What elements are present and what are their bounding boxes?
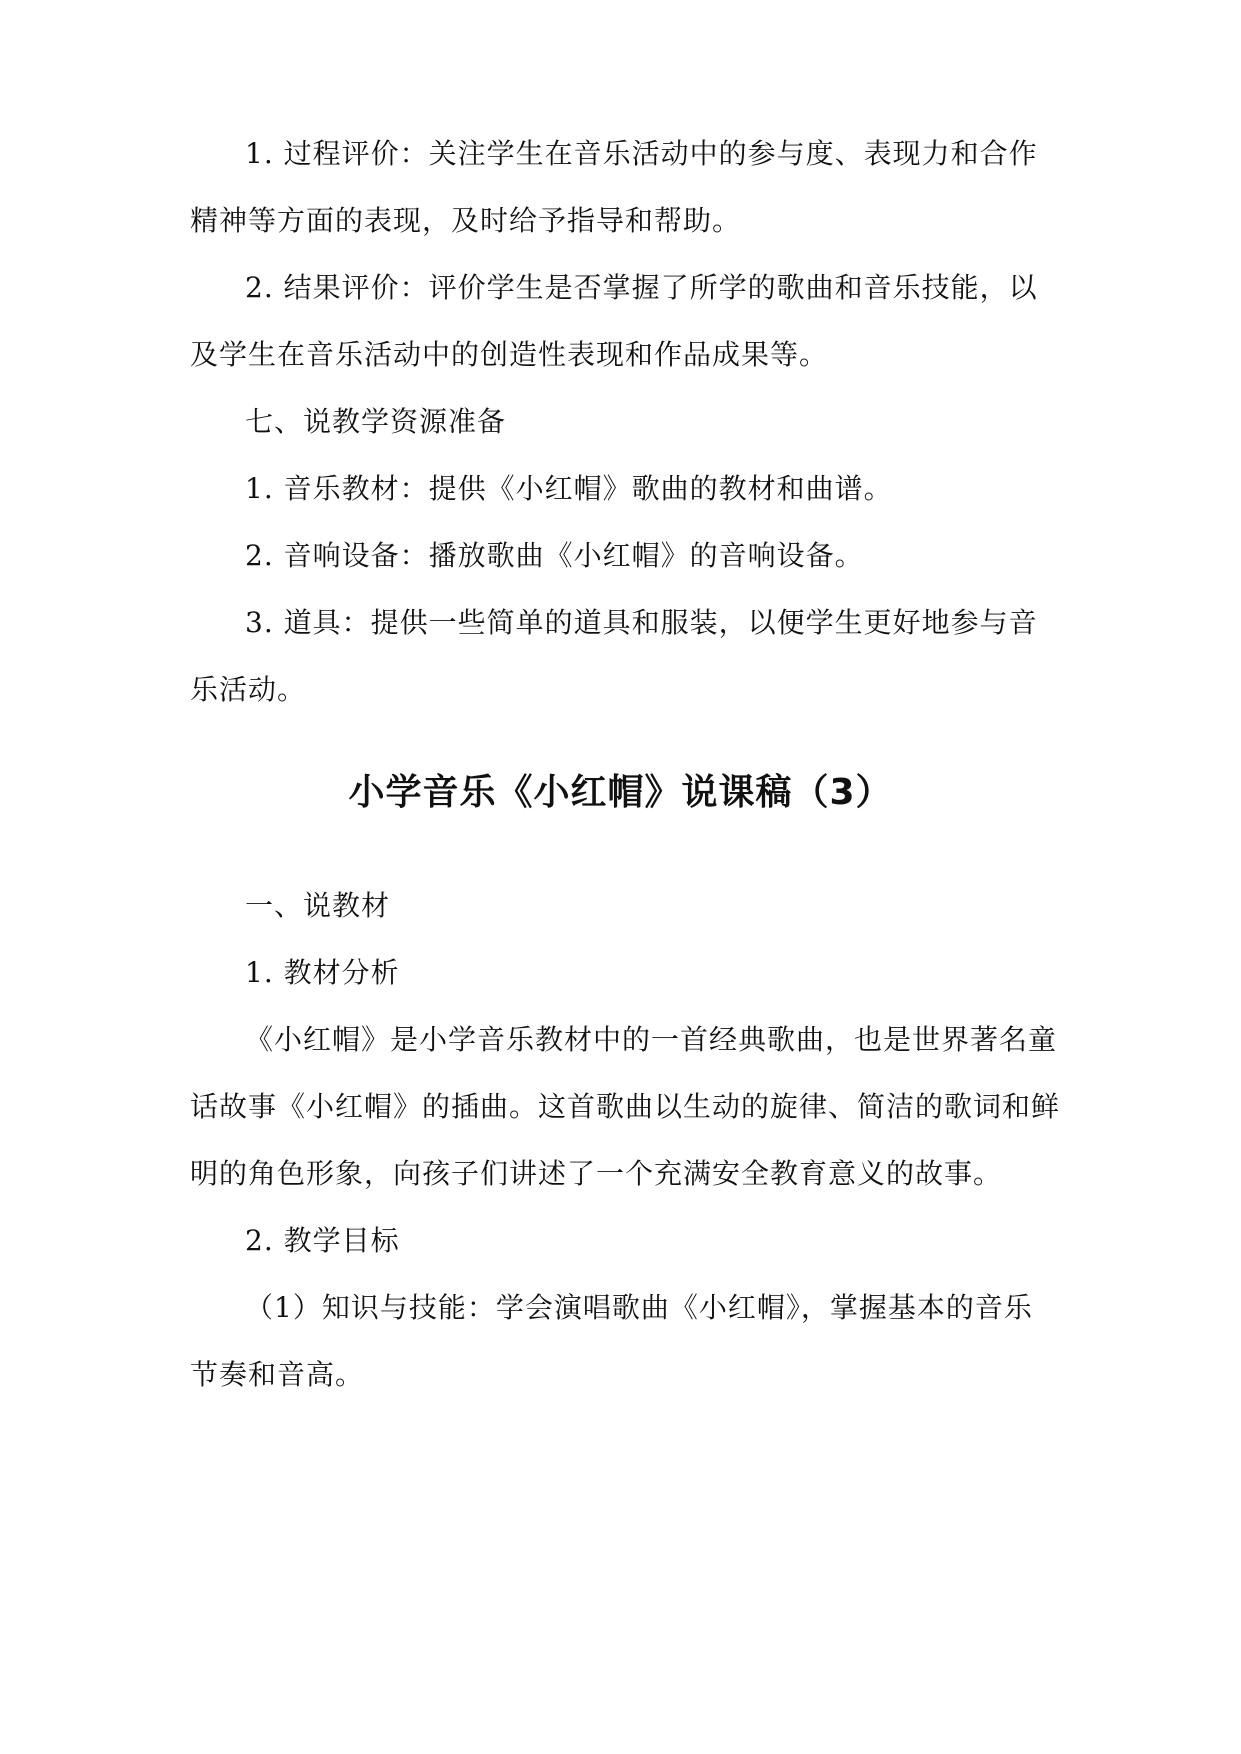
paragraph-line: （1）知识与技能：学会演唱歌曲《小红帽》，掌握基本的音乐	[245, 1291, 1033, 1324]
paragraph-line: 乐活动。	[190, 673, 307, 706]
paragraph-line: 精神等方面的表现，及时给予指导和帮助。	[190, 204, 742, 237]
paragraph-line: 话故事《小红帽》的插曲。这首歌曲以生动的旋律、简洁的歌词和鲜	[190, 1090, 1061, 1123]
paragraph-line: 1. 音乐教材：提供《小红帽》歌曲的教材和曲谱。	[245, 472, 893, 505]
section-heading: 一、说教材	[245, 889, 391, 922]
paragraph-line: 2. 结果评价：评价学生是否掌握了所学的歌曲和音乐技能，以	[245, 271, 1038, 304]
paragraph-line: 节奏和音高。	[190, 1358, 365, 1391]
paragraph-line: 《小红帽》是小学音乐教材中的一首经典歌曲，也是世界著名童	[245, 1023, 1058, 1056]
paragraph-line: 及学生在音乐活动中的创造性表现和作品成果等。	[190, 338, 829, 371]
document-title: 小学音乐《小红帽》说课稿（3）	[348, 772, 893, 813]
paragraph-line: 2. 音响设备：播放歌曲《小红帽》的音响设备。	[245, 539, 864, 572]
subsection-heading: 1. 教材分析	[245, 956, 400, 989]
subsection-heading: 2. 教学目标	[245, 1224, 400, 1257]
section-heading: 七、说教学资源准备	[245, 405, 507, 438]
paragraph-line: 3. 道具：提供一些简单的道具和服装，以便学生更好地参与音	[245, 606, 1038, 639]
paragraph-line: 明的角色形象，向孩子们讲述了一个充满安全教育意义的故事。	[190, 1157, 1003, 1190]
paragraph-line: 1. 过程评价：关注学生在音乐活动中的参与度、表现力和合作	[245, 137, 1038, 170]
